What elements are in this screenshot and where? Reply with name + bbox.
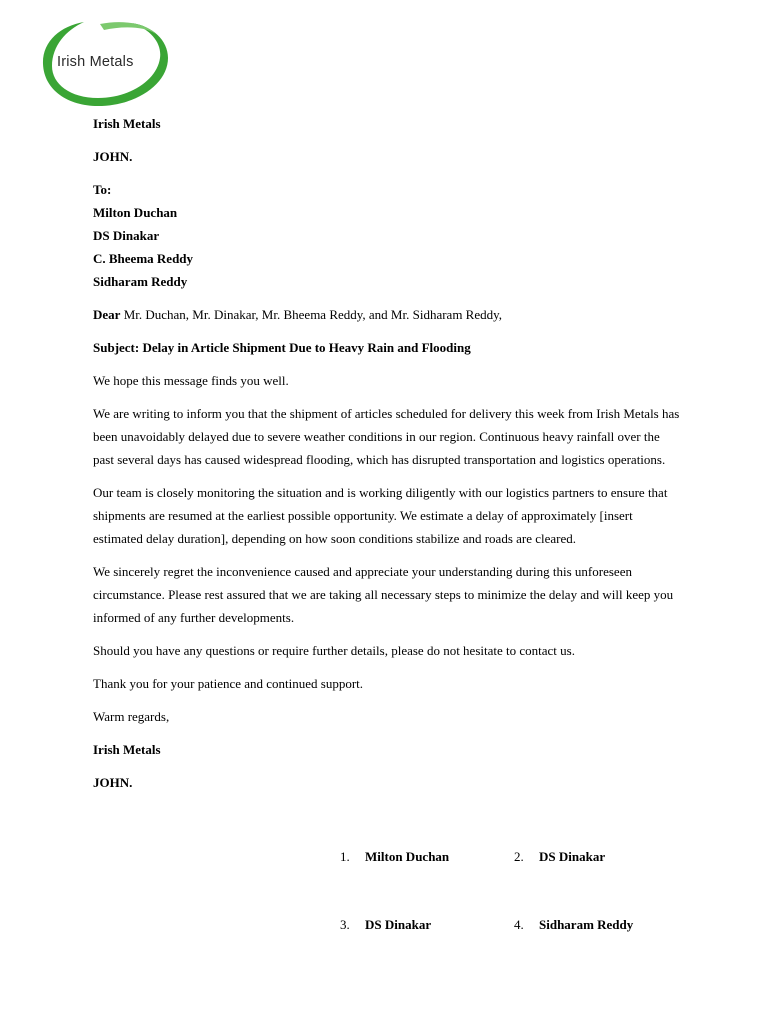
signature-number: 2. bbox=[514, 849, 524, 864]
salutation-lead: Dear bbox=[93, 307, 121, 322]
salutation bbox=[93, 303, 683, 326]
recipient-name: Milton Duchan bbox=[93, 205, 178, 220]
signature-name: DS Dinakar bbox=[539, 849, 606, 864]
signature-name: DS Dinakar bbox=[365, 917, 432, 932]
company-logo bbox=[40, 18, 172, 110]
body-paragraph: Thank you for your patience and continued support. bbox=[93, 676, 364, 691]
body-paragraph: We hope this message finds you well. bbox=[93, 373, 289, 388]
to-label: To: bbox=[93, 182, 112, 197]
recipient-block bbox=[93, 178, 683, 293]
signature-number: 1. bbox=[340, 849, 350, 864]
header-sender: JOHN. bbox=[93, 149, 133, 164]
recipient-name: Sidharam Reddy bbox=[93, 274, 188, 289]
signature-name: Sidharam Reddy bbox=[539, 917, 634, 932]
signature-item bbox=[514, 845, 605, 868]
signature-item bbox=[514, 913, 633, 936]
body-paragraph: We are writing to inform you that the shipment of articles scheduled for delivery this week from Irish Metals has been unavoidably delayed due to severe weather conditions in our region. Continuous heavy rainfall over the past several days has caused widespread flooding, which has disrupted transportation and logistics operations. bbox=[93, 406, 680, 467]
closing-phrase: Warm regards, bbox=[93, 709, 170, 724]
subject-line: Subject: Delay in Article Shipment Due to Heavy Rain and Flooding bbox=[93, 340, 471, 355]
signature-number: 3. bbox=[340, 917, 350, 932]
signature-number: 4. bbox=[514, 917, 524, 932]
body-paragraph: Our team is closely monitoring the situation and is working diligently with our logistics partners to ensure that shipments are resumed at the earliest possible opportunity. We estimate a delay of approximately [insert estimated delay duration], depending on how soon conditions stabilize and roads are cleared. bbox=[93, 485, 668, 546]
letter-body bbox=[93, 112, 683, 794]
recipient-name: DS Dinakar bbox=[93, 228, 160, 243]
salutation-names: Mr. Duchan, Mr. Dinakar, Mr. Bheema Reddy, and Mr. Sidharam Reddy, bbox=[120, 307, 503, 322]
signature-item bbox=[340, 913, 431, 936]
signature-item bbox=[340, 845, 449, 868]
closing-sender: JOHN. bbox=[93, 775, 133, 790]
body-paragraph: We sincerely regret the inconvenience caused and appreciate your understanding during this unforeseen circumstance. Please rest assured that we are taking all necessary steps to minimize the delay and will keep you informed of any further developments. bbox=[93, 564, 674, 625]
header-company: Irish Metals bbox=[93, 116, 161, 131]
recipient-name: C. Bheema Reddy bbox=[93, 251, 194, 266]
closing-company: Irish Metals bbox=[93, 742, 161, 757]
signature-name: Milton Duchan bbox=[365, 849, 450, 864]
body-paragraph: Should you have any questions or require further details, please do not hesitate to contact us. bbox=[93, 643, 575, 658]
logo-text: Irish Metals bbox=[57, 54, 134, 70]
